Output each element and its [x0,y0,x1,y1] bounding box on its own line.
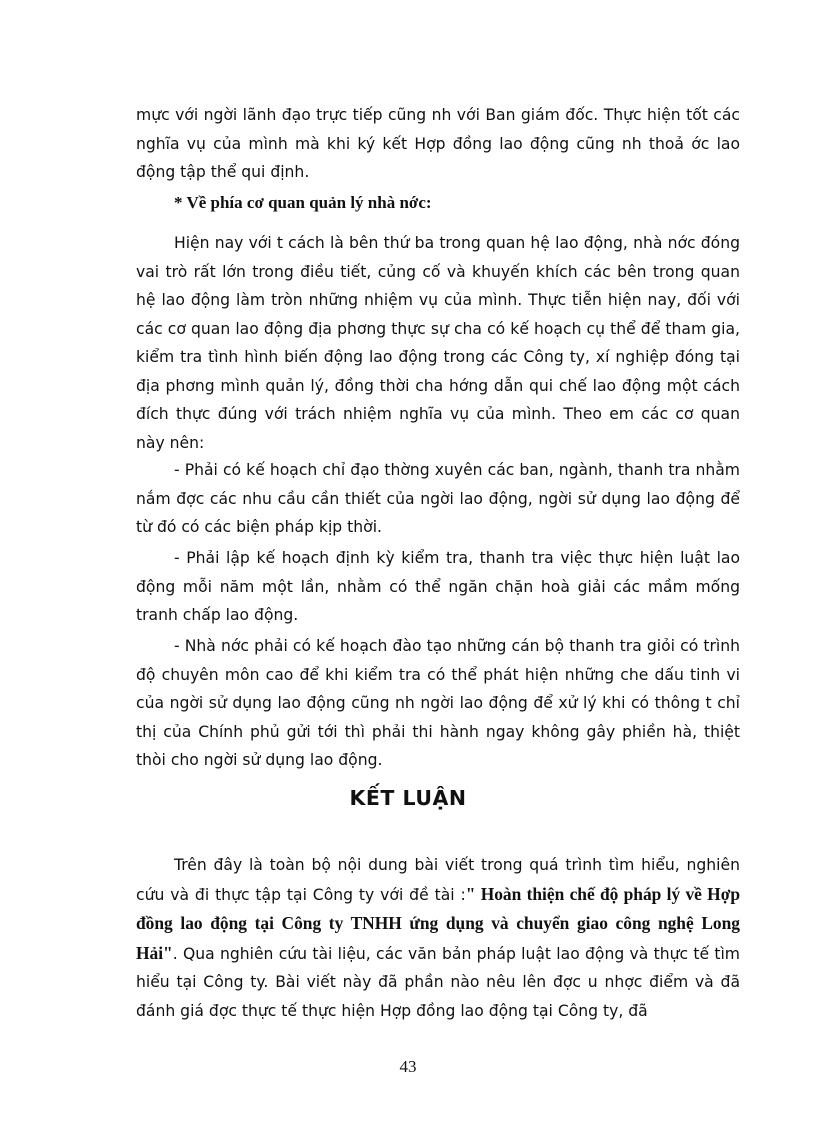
conclusion-text-rest: . Qua nghiên cứu tài liệu, các văn bản pháp luật lao động và thực tế tìm hiểu tại Công ty. Bài viết này đã phần nào nêu lên đợc u nhợc điểm và đã đánh giá đợc thực tế thực hiện Hợp đồng lao động tại Công ty, đã [136,944,740,1020]
conclusion-text-start: Trên đây là toàn bộ nội dung bài viết trong quá trình tìm hiểu, nghiên cứu và đi thực tập tại Công ty với đề tài : [136,856,740,904]
page-number: 43 [399,1057,417,1076]
paragraph-state-role: Hiện nay với t cách là bên thứ ba trong quan hệ lao động, nhà nớc đóng vai trò rất lớn trong điều tiết, củng cố và khuyến khích các bên trong quan hệ lao động làm tròn những nhiệm vụ của mình. Thực tiễn hiện nay, đối với các cơ quan lao động địa phơng thực sự cha có kế hoạch cụ thể để tham gia, kiểm tra tình hình biến động lao động trong các Công ty, xí nghiệp đóng tại địa phơng mình quản lý, đồng thời cha hớng dẫn qui chế lao động một cách đích thực đúng với trách nhiệm nghĩa vụ của mình. Theo em các cơ quan này nên: [136,234,740,452]
paragraph-conclusion [136,851,740,1025]
paragraph-bullet-3: - Nhà nớc phải có kế hoạch đào tạo những cán bộ thanh tra giỏi có trình độ chuyên môn cao để khi kiểm tra có thể phát hiện những che dấu tinh vi của ngời sử dụng lao động cũng nh ngời lao động để xử lý khi có thông t chỉ thị của Chính phủ gửi tới thì phải thi hành ngay không gây phiền hà, thiệt thòi cho ngời sử dụng lao động. [136,637,740,769]
section-subheading: * Về phía cơ quan quản lý nhà nớc: [174,193,432,212]
conclusion-topic-title: " Hoàn thiện chế độ pháp lý về Hợp đồng lao động tại Công ty TNHH ứng dụng và chuyển giao công nghệ Long Hải" [136,883,741,963]
paragraph-bullet-2: - Phải lập kế hoạch định kỳ kiểm tra, thanh tra việc thực hiện luật lao động mỗi năm một lần, nhằm có thể ngăn chặn hoà giải các mầm mống tranh chấp lao động. [136,549,740,624]
paragraph-intro: mực với ngời lãnh đạo trực tiếp cũng nh với Ban giám đốc. Thực hiện tốt các nghĩa vụ của mình mà khi ký kết Hợp đồng lao động cũng nh thoả ớc lao động tập thể qui định. [136,106,740,181]
conclusion-heading: KẾT LUẬN [349,786,467,810]
paragraph-bullet-1: - Phải có kế hoạch chỉ đạo thờng xuyên các ban, ngành, thanh tra nhằm nắm đợc các nhu cầu cần thiết của ngời lao động, ngời sử dụng lao động để từ đó có các biện pháp kịp thời. [136,461,740,536]
